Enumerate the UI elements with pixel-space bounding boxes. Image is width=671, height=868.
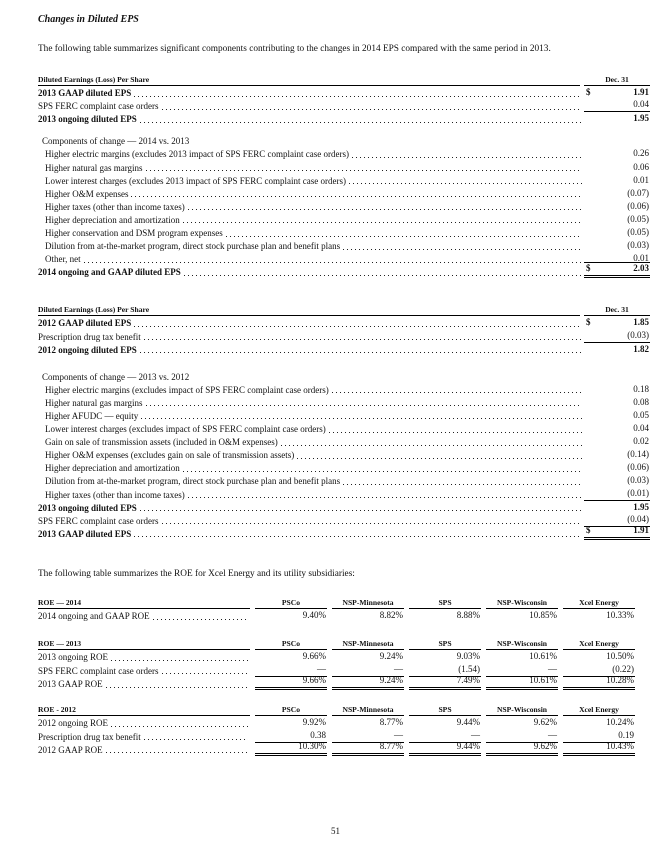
table-row xyxy=(38,487,650,500)
page-number: 51 xyxy=(331,826,340,836)
eps-change-table-2014 xyxy=(38,72,650,278)
roe-cell: 10.24% xyxy=(606,717,634,728)
roe-cell: 9.40% xyxy=(302,610,326,621)
row-value: 0.01 xyxy=(633,253,649,264)
table-row xyxy=(38,239,650,252)
row-label: 2014 ongoing and GAAP ROE xyxy=(38,611,150,622)
currency-symbol: $ xyxy=(586,263,591,274)
column-header: NSP-Minnesota xyxy=(332,705,404,716)
table-row xyxy=(38,501,650,514)
column-header: NSP-Wisconsin xyxy=(486,705,558,716)
row-label: 2013 GAAP diluted EPS xyxy=(38,528,132,539)
dot-leader xyxy=(131,196,582,197)
dot-leader xyxy=(162,109,583,110)
column-header: Xcel Energy xyxy=(563,705,635,716)
table-header-row xyxy=(38,302,650,316)
table-row xyxy=(38,99,650,112)
row-value: 1.82 xyxy=(633,343,649,354)
row-value: 0.18 xyxy=(633,383,649,394)
row-label: 2013 ongoing diluted EPS xyxy=(38,502,137,513)
row-value: 0.01 xyxy=(633,174,649,185)
dot-leader xyxy=(188,209,582,210)
table-row xyxy=(38,200,650,213)
roe-cell: 8.77% xyxy=(379,717,403,728)
dot-leader xyxy=(106,687,248,688)
table-row xyxy=(38,650,650,663)
roe-cell: 9.66% xyxy=(302,651,326,662)
row-value: (0.03) xyxy=(627,475,649,486)
dot-leader xyxy=(343,249,582,250)
row-label: Higher electric margins (excludes 2013 impact of SPS FERC complaint case orders) xyxy=(45,149,350,160)
dot-leader xyxy=(140,510,582,511)
currency-symbol: $ xyxy=(586,87,591,98)
row-label: Lower interest charges (excludes 2013 impact of SPS FERC complaint case orders) xyxy=(45,175,347,186)
table-row xyxy=(38,226,650,239)
roe-table-2013 xyxy=(38,636,650,690)
row-value: (0.06) xyxy=(627,200,649,211)
dot-leader xyxy=(188,497,582,498)
row-label: Higher taxes (other than income taxes) xyxy=(45,201,185,212)
amount-cell xyxy=(584,317,650,329)
table-row xyxy=(38,609,650,622)
amount-cell xyxy=(584,162,650,174)
table-row xyxy=(38,716,650,729)
amount-cell xyxy=(584,148,650,160)
table-row xyxy=(38,435,650,448)
roe-cell: — xyxy=(486,730,558,743)
table-row xyxy=(38,383,650,396)
column-header: Xcel Energy xyxy=(563,639,635,650)
table-header-label: ROE — 2013 xyxy=(38,639,250,650)
roe-cell: 10.33% xyxy=(606,610,634,621)
column-header: PSCo xyxy=(255,598,327,609)
column-header: NSP-Wisconsin xyxy=(486,639,558,650)
amount-cell xyxy=(584,525,650,540)
dot-leader xyxy=(146,405,582,406)
amount-cell xyxy=(584,262,650,278)
row-label: Higher depreciation and amortization xyxy=(45,463,180,474)
amount-cell xyxy=(584,175,650,187)
row-value: (0.05) xyxy=(627,227,649,238)
row-label: 2012 GAAP ROE xyxy=(38,744,103,755)
row-label: Higher taxes (other than income taxes) xyxy=(45,489,185,500)
table-row xyxy=(38,316,650,329)
table-row xyxy=(38,474,650,487)
roe-cell: 10.61% xyxy=(529,651,557,662)
section-label: Components of change — 2014 vs. 2013 xyxy=(42,136,190,147)
table-row-total xyxy=(38,524,650,540)
row-label: Dilution from at-the-market program, direct stock purchase plan and benefit plans xyxy=(45,476,341,487)
roe-cell: (1.54) xyxy=(409,664,481,677)
roe-cell: — xyxy=(255,664,327,677)
dot-leader xyxy=(111,660,248,661)
amount-cell xyxy=(584,240,650,252)
dot-leader xyxy=(144,739,248,740)
roe-table-2012 xyxy=(38,702,650,756)
dot-leader xyxy=(140,352,582,353)
roe-cell: 10.28% xyxy=(563,675,635,690)
roe-cell: 10.30% xyxy=(255,741,327,756)
roe-cell: 9.44% xyxy=(409,741,481,756)
page-title: Changes in Diluted EPS xyxy=(38,14,139,25)
roe-cell: 10.50% xyxy=(606,651,634,662)
dot-leader xyxy=(111,726,248,727)
amount-cell xyxy=(584,436,650,448)
roe-cell: — xyxy=(332,730,404,743)
dot-leader xyxy=(332,392,582,393)
amount-cell xyxy=(584,423,650,435)
roe-cell: 10.61% xyxy=(486,675,558,690)
table-row xyxy=(38,409,650,422)
amount-cell xyxy=(584,214,650,226)
table-row xyxy=(38,160,650,173)
roe-cell: 10.43% xyxy=(563,741,635,756)
roe-paragraph: The following table summarizes the ROE for Xcel Energy and its utility subsidiaries: xyxy=(38,568,355,579)
table-row-total xyxy=(38,265,650,278)
table-row xyxy=(38,422,650,435)
section-row xyxy=(38,370,650,383)
table-header-row xyxy=(38,595,650,609)
table-row xyxy=(38,514,650,527)
row-value: 1.91 xyxy=(633,524,649,535)
roe-cell: 9.03% xyxy=(456,651,480,662)
row-value: (0.03) xyxy=(627,240,649,251)
row-value: (0.05) xyxy=(627,213,649,224)
amount-cell xyxy=(584,113,650,125)
row-label: 2014 ongoing and GAAP diluted EPS xyxy=(38,267,181,278)
table-header-label: Diluted Earnings (Loss) Per Share xyxy=(38,75,580,86)
table-row xyxy=(38,112,650,125)
amount-cell xyxy=(584,397,650,409)
roe-cell: 8.88% xyxy=(456,610,480,621)
column-header: PSCo xyxy=(255,705,327,716)
row-label: 2012 ongoing ROE xyxy=(38,718,109,729)
row-label: Gain on sale of transmission assets (included in O&M expenses) xyxy=(45,437,278,448)
amount-cell xyxy=(584,384,650,396)
table-row xyxy=(38,343,650,356)
table-row xyxy=(38,174,650,187)
row-label: SPS FERC complaint case orders xyxy=(38,101,159,112)
row-value: 0.02 xyxy=(633,436,649,447)
table-spacer xyxy=(38,125,650,134)
dot-leader xyxy=(281,445,582,446)
row-label: 2013 ongoing diluted EPS xyxy=(38,114,137,125)
roe-cell: 9.62% xyxy=(533,717,557,728)
row-value: 0.04 xyxy=(633,423,649,434)
dot-leader xyxy=(144,339,582,340)
row-label: Other, net xyxy=(45,254,81,265)
row-value: 0.05 xyxy=(633,409,649,420)
row-label: SPS FERC complaint case orders xyxy=(38,515,159,526)
roe-cell: 0.19 xyxy=(563,730,635,743)
table-header-date: Dec. 31 xyxy=(584,75,650,86)
dot-leader xyxy=(153,619,248,620)
row-label: Higher depreciation and amortization xyxy=(45,214,180,225)
roe-cell: 9.24% xyxy=(379,651,403,662)
dot-leader xyxy=(162,523,583,524)
amount-cell xyxy=(584,502,650,514)
dot-leader xyxy=(140,122,582,123)
dot-leader xyxy=(183,471,582,472)
table-header-row xyxy=(38,702,650,716)
row-label: Prescription drug tax benefit xyxy=(38,331,141,342)
row-label: Dilution from at-the-market program, direct stock purchase plan and benefit plans xyxy=(45,241,341,252)
amount-cell xyxy=(584,344,650,356)
table-header-row xyxy=(38,72,650,86)
column-header: NSP-Minnesota xyxy=(332,598,404,609)
roe-cell: 9.44% xyxy=(456,717,480,728)
roe-cell: — xyxy=(409,730,481,743)
amount-cell xyxy=(584,410,650,422)
row-label: 2012 GAAP diluted EPS xyxy=(38,318,132,329)
roe-cell: 8.77% xyxy=(332,741,404,756)
roe-cell: 9.24% xyxy=(332,675,404,690)
section-label: Components of change — 2013 vs. 2012 xyxy=(42,371,190,382)
currency-symbol: $ xyxy=(586,524,591,535)
table-row xyxy=(38,86,650,99)
row-value: 0.06 xyxy=(633,161,649,172)
table-row-total xyxy=(38,677,650,690)
amount-cell xyxy=(584,488,650,501)
table-header-label: ROE - 2012 xyxy=(38,705,250,716)
row-label: Prescription drug tax benefit xyxy=(38,731,141,742)
amount-cell xyxy=(584,201,650,213)
row-value: (0.01) xyxy=(627,487,649,498)
roe-cell: 0.38 xyxy=(255,730,327,743)
table-row xyxy=(38,187,650,200)
row-value: (0.14) xyxy=(627,449,649,460)
table-header-date: Dec. 31 xyxy=(584,305,650,316)
row-label: 2012 ongoing diluted EPS xyxy=(38,344,137,355)
column-header: NSP-Wisconsin xyxy=(486,598,558,609)
eps-change-table-2013 xyxy=(38,302,650,540)
amount-cell xyxy=(584,449,650,461)
row-label: 2013 GAAP ROE xyxy=(38,679,103,689)
row-value: 1.91 xyxy=(633,87,649,98)
roe-cell: 10.85% xyxy=(529,610,557,621)
intro-paragraph: The following table summarizes significant components contributing to the changes in 2014 EPS compared with the same period in 2013. xyxy=(38,44,551,54)
row-value: (0.03) xyxy=(627,329,649,340)
table-row-total xyxy=(38,740,650,756)
table-row xyxy=(38,329,650,342)
roe-cell: 9.92% xyxy=(302,717,326,728)
table-row xyxy=(38,147,650,160)
amount-cell xyxy=(584,330,650,343)
column-header: SPS xyxy=(409,705,481,716)
table-row xyxy=(38,396,650,409)
section-row xyxy=(38,134,650,147)
row-value: 2.03 xyxy=(633,263,649,274)
row-label: 2013 GAAP diluted EPS xyxy=(38,88,132,99)
dot-leader xyxy=(134,326,582,327)
row-label: Higher natural gas margins xyxy=(45,162,143,173)
row-value: (0.06) xyxy=(627,462,649,473)
table-spacer xyxy=(38,356,650,370)
row-label: Higher electric margins (excludes impact of SPS FERC complaint case orders) xyxy=(45,384,329,395)
dot-leader xyxy=(329,432,582,433)
dot-leader xyxy=(343,484,582,485)
table-header-row xyxy=(38,636,650,650)
row-label: Higher O&M expenses xyxy=(45,188,129,199)
column-header: SPS xyxy=(409,639,481,650)
roe-cell: 9.62% xyxy=(486,741,558,756)
row-value: 0.26 xyxy=(633,148,649,159)
row-value: 0.08 xyxy=(633,396,649,407)
column-header: PSCo xyxy=(255,639,327,650)
column-header: SPS xyxy=(409,598,481,609)
row-label: SPS FERC complaint case orders xyxy=(38,665,159,676)
dot-leader xyxy=(183,222,582,223)
dot-leader xyxy=(134,536,582,537)
column-header: NSP-Minnesota xyxy=(332,639,404,650)
row-label: Lower interest charges (excludes impact of SPS FERC complaint case orders) xyxy=(45,424,326,435)
row-label: Higher AFUDC — equity xyxy=(45,410,139,421)
amount-cell xyxy=(584,188,650,200)
dot-leader xyxy=(106,752,248,753)
row-value: (0.07) xyxy=(627,187,649,198)
roe-cell: — xyxy=(486,664,558,677)
dot-leader xyxy=(162,673,249,674)
row-value: 1.85 xyxy=(633,317,649,328)
roe-cell: (0.22) xyxy=(563,664,635,677)
roe-table-2014 xyxy=(38,595,650,622)
dot-leader xyxy=(184,275,582,276)
roe-cell: 7.49% xyxy=(409,675,481,690)
amount-cell xyxy=(584,87,650,99)
row-label: Higher O&M expenses (excludes gain on sale of transmission assets) xyxy=(45,450,295,461)
roe-cell: 8.82% xyxy=(379,610,403,621)
currency-symbol: $ xyxy=(586,317,591,328)
row-label: Higher natural gas margins xyxy=(45,397,143,408)
row-value: 0.04 xyxy=(633,99,649,110)
table-header-label: Diluted Earnings (Loss) Per Share xyxy=(38,305,580,316)
row-label: Higher conservation and DSM program expenses xyxy=(45,228,223,239)
dot-leader xyxy=(141,418,582,419)
dot-leader xyxy=(352,157,582,158)
amount-cell xyxy=(584,99,650,112)
row-value: (0.04) xyxy=(627,513,649,524)
roe-cell: 9.66% xyxy=(255,675,327,690)
dot-leader xyxy=(134,96,582,97)
row-value: 1.95 xyxy=(633,501,649,512)
dot-leader xyxy=(84,262,582,263)
dot-leader xyxy=(349,183,582,184)
column-header: Xcel Energy xyxy=(563,598,635,609)
roe-cell: — xyxy=(332,664,404,677)
table-row xyxy=(38,213,650,226)
amount-cell xyxy=(584,227,650,239)
amount-cell xyxy=(584,475,650,487)
amount-cell xyxy=(584,462,650,474)
dot-leader xyxy=(297,458,582,459)
dot-leader xyxy=(146,170,582,171)
table-row xyxy=(38,448,650,461)
table-header-label: ROE — 2014 xyxy=(38,598,250,609)
row-value: 1.95 xyxy=(633,113,649,124)
table-row xyxy=(38,252,650,265)
dot-leader xyxy=(226,236,582,237)
row-label: 2013 ongoing ROE xyxy=(38,652,109,663)
table-row xyxy=(38,461,650,474)
